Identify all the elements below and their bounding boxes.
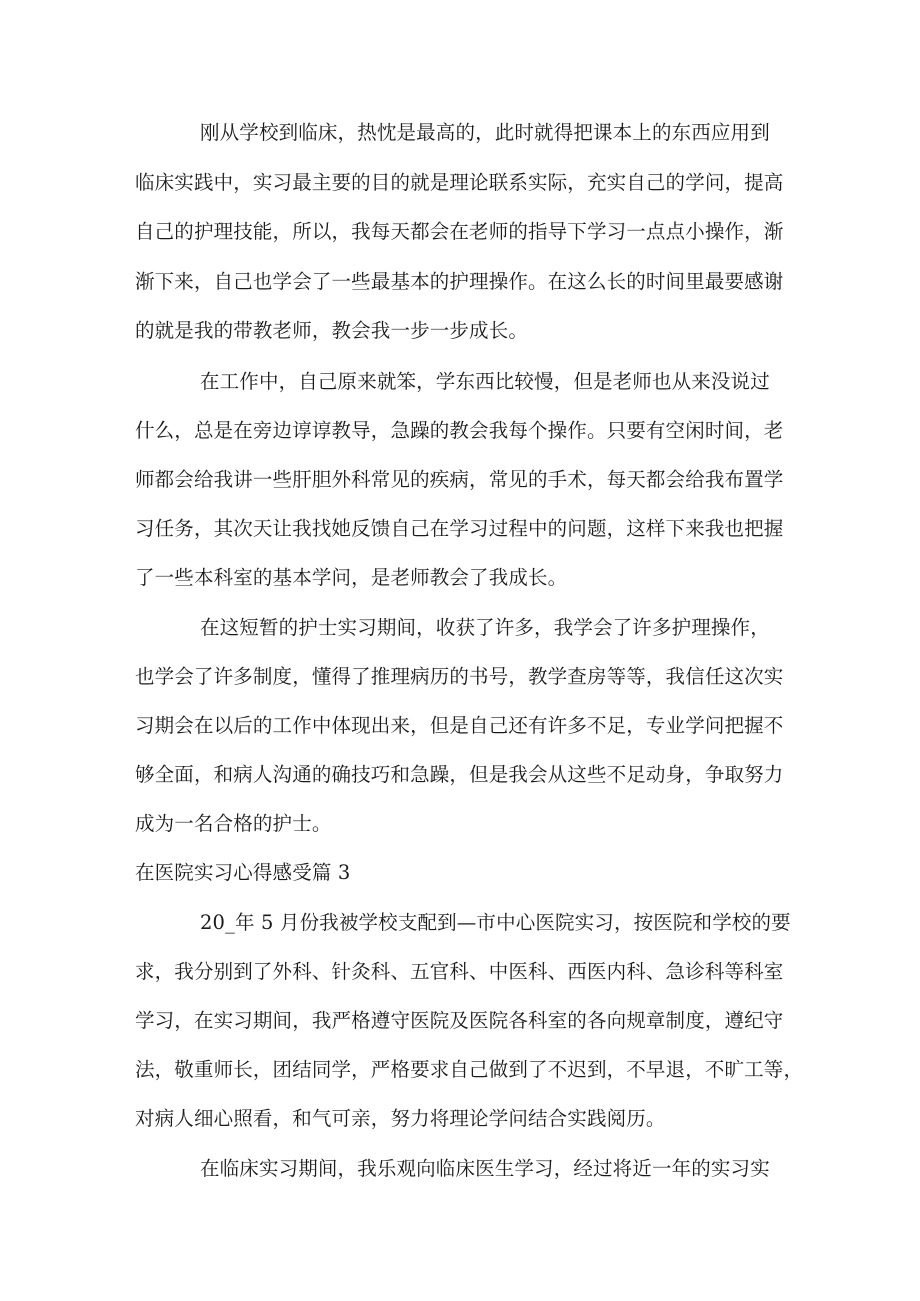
paragraph-line: 学习，在实习期间，我严格遵守医院及医院各科室的各向规章制度，遵纪守 (135, 1009, 784, 1032)
paragraph-line: 求，我分别到了外科、针灸科、五官科、中医科、西医内科、急诊科等科室 (135, 960, 784, 983)
paragraph-line: 渐下来，自己也学会了一些最基本的护理操作。在这么长的时间里最要感谢 (135, 270, 784, 293)
paragraph-line: 师都会给我讲一些肝胆外科常见的疾病，常见的手术，每天都会给我布置学 (135, 468, 784, 491)
paragraph-line: 法，敬重师长，团结同学，严格要求自己做到了不迟到，不早退，不旷工等， (135, 1058, 804, 1081)
paragraph-line: 在工作中，自己原来就笨，学东西比较慢，但是老师也从来没说过 (200, 370, 770, 393)
paragraph-line: 在这短暂的护士实习期间，收获了许多，我学会了许多护理操作， (200, 616, 770, 639)
section-heading: 在医院实习心得感受篇 3 (135, 861, 351, 884)
paragraph-line: 自己的护理技能，所以，我每天都会在老师的指导下学习一点点小操作，渐 (135, 220, 784, 243)
paragraph-line: 对病人细心照看，和气可亲，努力将理论学问结合实践阅历。 (135, 1107, 666, 1130)
paragraph-line: 20_年 5 月份我被学校支配到—市中心医院实习，按医院和学校的要 (200, 911, 791, 934)
paragraph-line: 什么，总是在旁边谆谆教导，急躁的教会我每个操作。只要有空闲时间，老 (135, 419, 784, 442)
paragraph-line: 也学会了许多制度，懂得了推理病历的书号，教学查房等等，我信任这次实 (135, 665, 784, 688)
paragraph-line: 成为一名合格的护士。 (135, 812, 332, 835)
paragraph-line: 在临床实习期间，我乐观向临床医生学习，经过将近一年的实习实 (200, 1157, 770, 1180)
paragraph-line: 习期会在以后的工作中体现出来，但是自己还有许多不足，专业学问把握不 (135, 714, 784, 737)
paragraph-line: 习任务，其次天让我找她反馈自己在学习过程中的问题，这样下来我也把握 (135, 517, 784, 540)
paragraph-line: 临床实践中，实习最主要的目的就是理论联系实际，充实自己的学问，提高 (135, 171, 784, 194)
paragraph-line: 够全面，和病人沟通的确技巧和急躁，但是我会从这些不足动身，争取努力 (135, 763, 784, 786)
paragraph-line: 的就是我的带教老师，教会我一步一步成长。 (135, 319, 529, 342)
paragraph-line: 了一些本科室的基本学问，是老师教会了我成长。 (135, 566, 568, 589)
paragraph-line: 刚从学校到临床，热忱是最高的，此时就得把课本上的东西应用到 (200, 121, 770, 144)
